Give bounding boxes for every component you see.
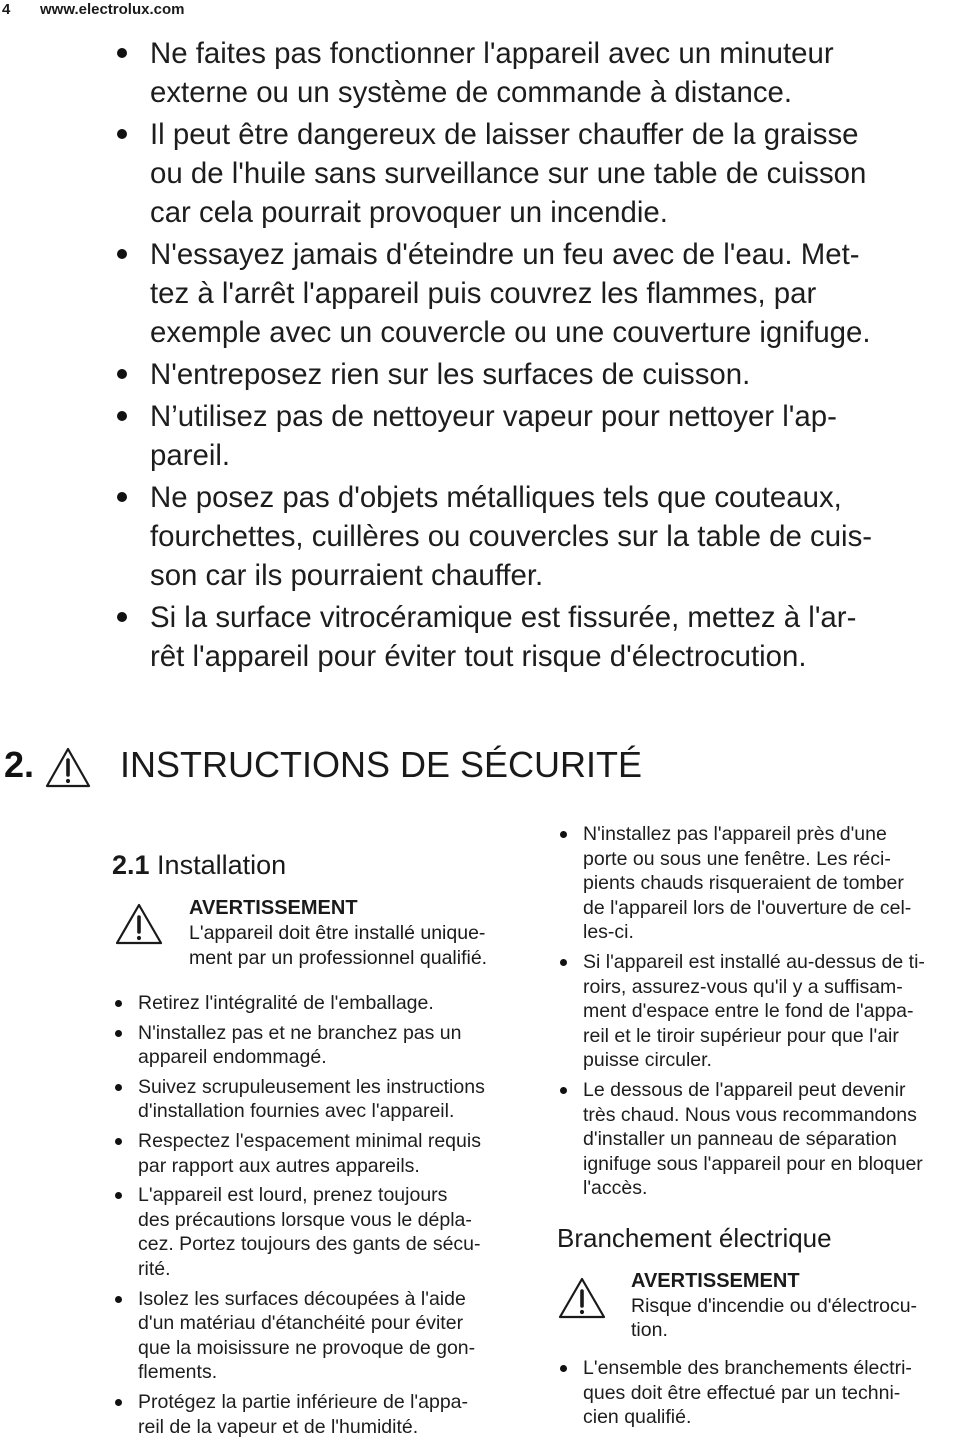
bullet-line: son car ils pourraient chauffer. bbox=[150, 559, 544, 592]
bullet-line: ment d'espace entre le fond de l'appa- bbox=[583, 1000, 914, 1023]
bullet-line: pareil. bbox=[150, 439, 231, 472]
bullet-line: Si la surface vitrocéramique est fissurée, mettez à l'ar- bbox=[150, 601, 857, 634]
bullet-line: cez. Portez toujours des gants de sécu- bbox=[138, 1233, 481, 1256]
safety-bullet-list bbox=[112, 34, 957, 679]
bullet-line: N'installez pas l'appareil près d'une bbox=[583, 823, 887, 845]
bullet-line: exemple avec un couvercle ou une couverture ignifuge. bbox=[150, 316, 871, 349]
subsection-title: Installation bbox=[149, 850, 287, 880]
page-number: 4 bbox=[2, 1, 11, 18]
bullet-line: roirs, assurez-vous qu'il y a suffisam- bbox=[583, 975, 903, 998]
bullet-line: ques doit être effectué par un techni- bbox=[583, 1381, 901, 1404]
bullet-line: Protégez la partie inférieure de l'appa- bbox=[138, 1390, 469, 1413]
bullet-line: l'accès. bbox=[583, 1177, 648, 1200]
subsection-number: 2.1 bbox=[112, 850, 150, 880]
bullet-line: Isolez les surfaces découpées à l'aide bbox=[138, 1287, 466, 1310]
warning-title: AVERTISSEMENT bbox=[631, 1269, 800, 1292]
warning-line: L'appareil doit être installé unique- bbox=[189, 922, 486, 944]
bullet-line: cien qualifié. bbox=[583, 1406, 692, 1429]
subsection-heading bbox=[112, 850, 532, 881]
bullet-line: Il peut être dangereux de laisser chauffer de la graisse bbox=[150, 118, 859, 151]
warning-line: tion. bbox=[631, 1319, 668, 1342]
warning-line: ment par un professionnel qualifié. bbox=[189, 946, 488, 969]
bullet-line: N'entreposez rien sur les surfaces de cuisson. bbox=[150, 358, 751, 391]
warning-text bbox=[189, 921, 487, 970]
list-item bbox=[112, 34, 957, 112]
list-item bbox=[112, 355, 957, 394]
bullet-line: par rapport aux autres appareils. bbox=[138, 1154, 420, 1177]
list-item bbox=[112, 235, 957, 352]
bullet-line: des précautions lorsque vous le dépla- bbox=[138, 1208, 472, 1231]
bullet-line: puisse circuler. bbox=[583, 1049, 712, 1072]
bullet-line: appareil endommagé. bbox=[138, 1046, 327, 1069]
bullet-line: fourchettes, cuillères ou couvercles sur la table de cuis- bbox=[150, 520, 873, 553]
bullet-line: N'essayez jamais d'éteindre un feu avec de l'eau. Met- bbox=[150, 238, 860, 271]
bullet-line: très chaud. Nous vous recommandons bbox=[583, 1103, 917, 1126]
bullet-line: reil de la vapeur et de l'humidité. bbox=[138, 1415, 419, 1438]
list-item bbox=[112, 991, 532, 1016]
bullet-line: reil et le tiroir supérieur pour que l'air bbox=[583, 1024, 899, 1047]
list-item bbox=[112, 1075, 532, 1124]
list-item bbox=[112, 598, 957, 676]
bullet-line: flements. bbox=[138, 1361, 218, 1384]
installation-warning bbox=[112, 899, 532, 983]
electrical-bullet-list bbox=[557, 1356, 957, 1430]
list-item bbox=[112, 1021, 532, 1070]
bullet-line: de l'appareil lors de l'ouverture de cel- bbox=[583, 896, 912, 919]
warning-line: Risque d'incendie ou d'électrocu- bbox=[631, 1294, 918, 1317]
bullet-line: que la moisissure ne provoque de gon- bbox=[138, 1336, 476, 1359]
bullet-line: rêt l'appareil pour éviter tout risque d'électrocution. bbox=[150, 640, 807, 673]
list-item bbox=[112, 1129, 532, 1178]
bullet-line: d'un matériau d'étanchéité pour éviter bbox=[138, 1312, 464, 1335]
list-item bbox=[557, 822, 957, 945]
bullet-line: d'installer un panneau de séparation bbox=[583, 1128, 897, 1151]
list-item bbox=[557, 950, 957, 1073]
bullet-line: pients chauds risqueraient de tomber bbox=[583, 872, 904, 895]
warning-title: AVERTISSEMENT bbox=[189, 897, 358, 919]
bullet-line: Retirez l'intégralité de l'emballage. bbox=[138, 992, 434, 1014]
bullet-line: N’utilisez pas de nettoyeur vapeur pour nettoyer l'ap- bbox=[150, 400, 837, 433]
bullet-line: ignifuge sous l'appareil pour en bloquer bbox=[583, 1152, 923, 1175]
warning-icon bbox=[557, 1276, 607, 1320]
installation-bullet-list bbox=[112, 991, 532, 1439]
bullet-line: les-ci. bbox=[583, 921, 634, 944]
section-title: INSTRUCTIONS DE SÉCURITÉ bbox=[120, 744, 643, 785]
bullet-line: Suivez scrupuleusement les instructions bbox=[138, 1075, 485, 1098]
bullet-line: Respectez l'espacement minimal requis bbox=[138, 1129, 481, 1152]
list-item bbox=[557, 1356, 957, 1430]
bullet-line: porte ou sous une fenêtre. Les réci- bbox=[583, 847, 891, 870]
bullet-line: L'appareil est lourd, prenez toujours bbox=[138, 1184, 448, 1207]
bullet-line: L'ensemble des branchements électri- bbox=[583, 1356, 912, 1379]
bullet-line: Ne faites pas fonctionner l'appareil avec un minuteur bbox=[150, 37, 834, 70]
warning-triangle-icon bbox=[45, 746, 91, 788]
bullet-line: externe ou un système de commande à distance. bbox=[150, 76, 793, 109]
bullet-line: tez à l'arrêt l'appareil puis couvrez les flammes, par bbox=[150, 277, 817, 310]
bullet-line: car cela pourrait provoquer un incendie. bbox=[150, 196, 668, 229]
bullet-line: d'installation fournies avec l'appareil. bbox=[138, 1100, 455, 1123]
list-item bbox=[112, 1183, 532, 1281]
section-number: 2. bbox=[4, 744, 35, 785]
bullet-line: N'installez pas et ne branchez pas un bbox=[138, 1021, 462, 1044]
warning-icon bbox=[114, 902, 164, 946]
bullet-line: Ne posez pas d'objets métalliques tels que couteaux, bbox=[150, 481, 842, 514]
right-column bbox=[557, 820, 957, 1435]
list-item bbox=[112, 1390, 532, 1439]
placement-bullet-list bbox=[557, 822, 957, 1201]
electrical-heading: Branchement électrique bbox=[557, 1222, 832, 1253]
list-item bbox=[112, 115, 957, 232]
list-item bbox=[112, 397, 957, 475]
list-item bbox=[112, 1287, 532, 1385]
bullet-line: rité. bbox=[138, 1257, 171, 1280]
list-item bbox=[557, 1078, 957, 1201]
bullet-line: ou de l'huile sans surveillance sur une table de cuisson bbox=[150, 157, 867, 190]
bullet-line: Le dessous de l'appareil peut devenir bbox=[583, 1078, 906, 1101]
site-url: www.electrolux.com bbox=[40, 1, 185, 18]
installation-column bbox=[112, 820, 532, 1444]
bullet-line: Si l'appareil est installé au-dessus de ti- bbox=[583, 950, 925, 973]
warning-text bbox=[631, 1294, 917, 1343]
electrical-warning bbox=[557, 1269, 957, 1352]
list-item bbox=[112, 478, 957, 595]
